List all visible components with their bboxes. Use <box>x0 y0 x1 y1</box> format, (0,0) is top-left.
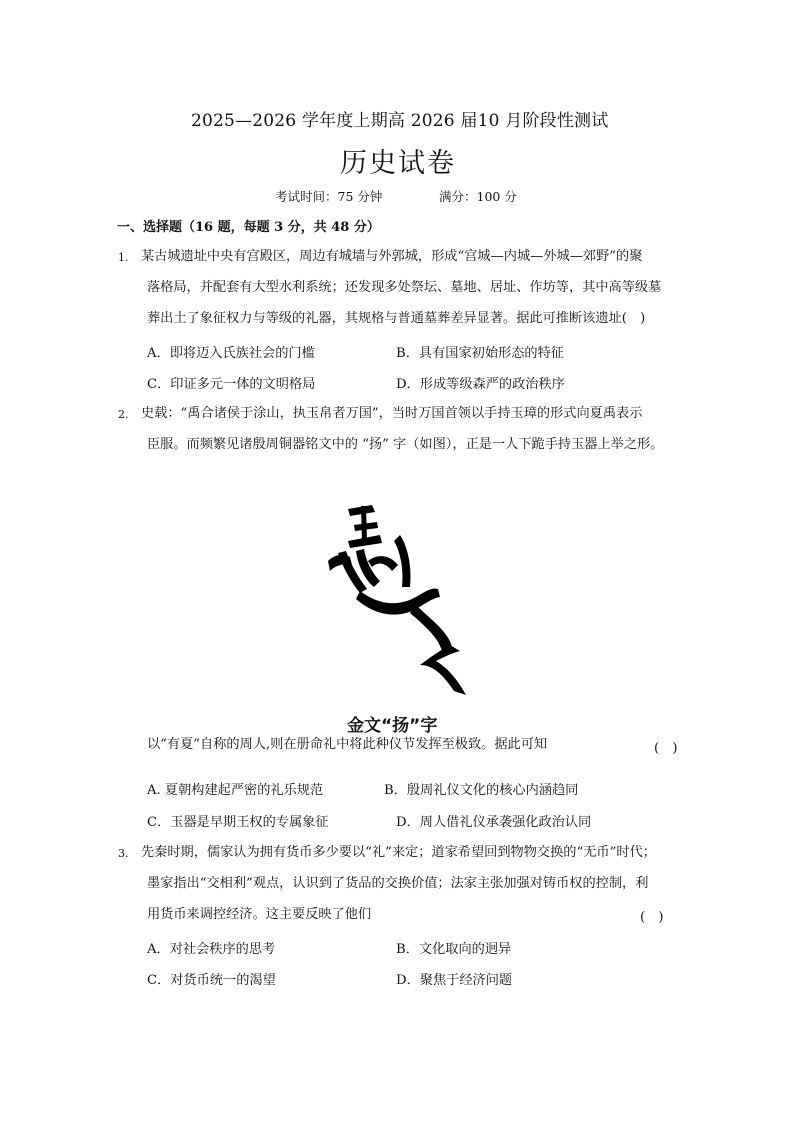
question-stem-line: 某古城遗址中央有宫殿区，周边有城墙与外郭城，形成“宫城—内城—外城—郊野”的聚 <box>141 249 643 264</box>
question-stem-line: 先秦时期，儒家认为拥有货币多少要以“礼”来定；道家希望回到物物交换的“无币”时代； <box>141 845 656 860</box>
bronze-inscription-yang-figure <box>320 495 480 705</box>
option-c[interactable]: C．玉器是早期王权的专属象征 <box>147 815 329 830</box>
option-c[interactable]: C．印证多元一体的文明格局 <box>147 377 316 392</box>
option-b[interactable]: B．文化取向的迥异 <box>396 942 512 957</box>
question-stem-line: 落格局，并配套有大型水利系统；还发现多处祭坛、墓地、居址、作坊等，其中高等级墓 <box>147 280 662 295</box>
question-stem-line: 墨家指出“交相利”观点，认识到了货品的交换价值；法家主张加强对铸币权的控制，利 <box>147 876 649 891</box>
option-d[interactable]: D．聚焦于经济问题 <box>396 973 513 988</box>
option-b[interactable]: B．具有国家初始形态的特征 <box>396 346 564 361</box>
question-number: 1. <box>118 251 129 264</box>
option-d[interactable]: D．周人借礼仪承袭强化政治认同 <box>396 815 592 830</box>
page-title: 历史试卷 <box>340 148 456 179</box>
exam-time: 考试时间：75 分钟 <box>275 189 383 204</box>
question-number: 3. <box>118 847 129 860</box>
option-d[interactable]: D．形成等级森严的政治秩序 <box>396 377 565 392</box>
option-a[interactable]: A．对社会秩序的思考 <box>147 942 276 957</box>
answer-blank[interactable]: ( ) <box>640 910 664 925</box>
option-b[interactable]: B．殷周礼仪文化的核心内涵趋同 <box>384 783 579 798</box>
question-stem-line: 以“有夏”自称的周人,则在册命礼中将此种仪节发挥至极致。据此可知 <box>147 737 548 752</box>
question-stem-line: 用货币来调控经济。这主要反映了他们 <box>147 907 372 922</box>
full-score: 满分：100 分 <box>439 189 517 204</box>
question-number: 2. <box>118 408 129 421</box>
option-a[interactable]: A. 夏朝构建起严密的礼乐规范 <box>147 783 324 798</box>
answer-blank[interactable]: ( ) <box>654 741 678 756</box>
figure-caption: 金文“扬”字 <box>347 716 438 736</box>
question-stem-line: 臣服。而频繁见诸殷周铜器铭文中的 “扬” 字（如图），正是一人下跪手持玉器上举之形。 <box>147 437 664 452</box>
section-heading: 一、选择题（16 题，每题 3 分，共 48 分） <box>117 220 380 235</box>
exam-subtitle: 2025—2026 学年度上期高 2026 届10 月阶段性测试 <box>191 111 609 131</box>
question-stem-line: 史载：“禹合诸侯于涂山，执玉帛者万国”，当时万国首领以手持玉璋的形式向夏禹表示 <box>141 406 643 421</box>
question-stem-line: 葬出土了象征权力与等级的礼器，其规格与普通墓葬差异显著。据此可推断该遗址( ) <box>147 311 646 326</box>
option-a[interactable]: A．即将迈入氏族社会的门槛 <box>147 346 315 361</box>
option-c[interactable]: C．对货币统一的渴望 <box>147 973 276 988</box>
